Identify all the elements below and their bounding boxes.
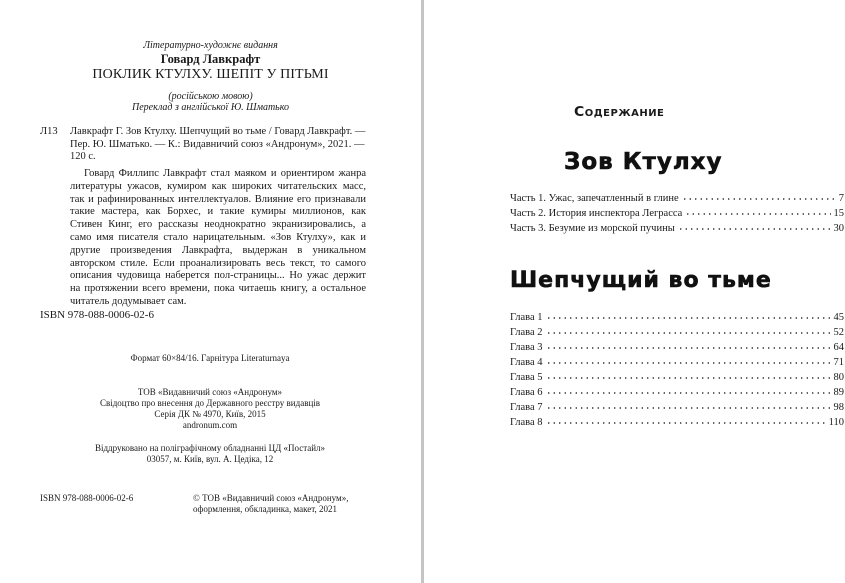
toc-entry-page: 110	[828, 417, 844, 428]
toc-entry-label: Глава 4	[510, 357, 543, 368]
udk-code: Л13	[40, 126, 58, 137]
publisher-info	[40, 387, 380, 431]
toc-entry[interactable]	[510, 399, 844, 414]
dot-leader	[546, 323, 831, 334]
toc-entry[interactable]	[510, 324, 844, 339]
translator-credit: Переклад з англійської Ю. Шматько	[131, 102, 290, 113]
book-annotation: Говард Филлипс Лавкрафт стал маяком и ориентиром жанра литературы ужасов, кумиром как широких читательских масс, так и рафинированных интеллектуалов. Влияние его признавали такие мастера, как Борхес, и такие кумиры миллионов, как Стивен Кинг, его рассказы неоднократно экранизировались, а само имя писателя стало нарицательным. «Зов Ктулху», как и другие произведения Лавкрафта, выдержан в уникальном авторском стиле. Если проанализировать весь текст, то самого описания чудовища наберется пол-страницы... Но ужас держит на протяжении всего времени, пока читаешь книгу, а остальное читатель додумывает сам.	[70, 168, 366, 307]
toc-entry-label: Глава 8	[510, 417, 543, 428]
printer-line: Віддруковано на поліграфічному обладнанні ЦД «Постайл»	[94, 443, 326, 453]
toc-entry-label: Глава 5	[510, 372, 543, 383]
toc-entry[interactable]	[510, 309, 844, 324]
toc-entry-page: 89	[833, 387, 844, 398]
toc-entry-page: 15	[833, 208, 844, 219]
isbn: ISBN 978-088-0006-02-6	[40, 309, 154, 321]
section-heading: Шепчущий во тьме	[510, 268, 772, 293]
section-heading: Зов Ктулху	[564, 149, 723, 175]
toc-entry-label: Часть 3. Безумие из морской пучины	[510, 223, 675, 234]
toc-entry[interactable]	[510, 369, 844, 384]
toc-entry-label: Часть 1. Ужас, запечатленный в глине	[510, 193, 679, 204]
toc-entry-label: Глава 2	[510, 327, 543, 338]
format-line: Формат 60×84/16. Гарнітура Literaturnaya	[130, 353, 290, 363]
toc-entry-label: Глава 1	[510, 312, 543, 323]
toc-entry[interactable]	[510, 220, 844, 235]
toc-entry-page: 80	[833, 372, 844, 383]
toc-entry-page: 71	[833, 357, 844, 368]
edition-type: Літературно-художнє видання	[143, 40, 278, 51]
toc-entry-label: Глава 3	[510, 342, 543, 353]
publisher-line: Серія ДК № 4970, Київ, 2015	[154, 409, 266, 419]
toc-entry-page: 64	[833, 342, 844, 353]
bibliographic-line: Лавкрафт Г. Зов Ктулху. Шепчущий во тьме / Говард Лавкрафт. —	[70, 126, 366, 137]
dot-leader	[546, 368, 831, 379]
dot-leader	[682, 189, 836, 200]
language-note: (російською мовою)	[168, 91, 253, 102]
toc-entry[interactable]	[510, 414, 844, 429]
bibliographic-record	[70, 126, 370, 164]
dot-leader	[546, 338, 831, 349]
bibliographic-line: 120 с.	[70, 151, 96, 162]
toc-entry-page: 30	[833, 223, 844, 234]
copyright-line: © ТОВ «Видавничий союз «Андронум»,	[193, 493, 349, 503]
imprint-page	[0, 0, 421, 583]
toc-entry-page: 52	[833, 327, 844, 338]
bibliographic-line: Пер. Ю. Шматько. — К.: Видавничий союз «Андронум», 2021. —	[70, 138, 365, 150]
toc-entry-page: 45	[833, 312, 844, 323]
book-title: ПОКЛИК КТУЛХУ. ШЕПІТ У ПІТЬМІ	[92, 67, 329, 82]
dot-leader	[546, 413, 826, 424]
dot-leader	[546, 308, 831, 319]
publisher-website: andronum.com	[182, 420, 238, 430]
toc-entry-page: 98	[833, 402, 844, 413]
dot-leader	[685, 204, 830, 215]
printer-info	[40, 443, 380, 465]
dot-leader	[678, 219, 831, 230]
toc-entry-label: Глава 7	[510, 402, 543, 413]
contents-page	[424, 0, 845, 583]
toc-list	[510, 190, 844, 235]
dot-leader	[546, 353, 831, 364]
toc-entry[interactable]	[510, 339, 844, 354]
toc-entry[interactable]	[510, 190, 844, 205]
dot-leader	[546, 383, 831, 394]
contents-heading: Содержание	[574, 104, 665, 120]
toc-entry-page: 7	[838, 193, 844, 204]
toc-entry-label: Часть 2. История инспектора Леграсса	[510, 208, 683, 219]
dot-leader	[546, 398, 831, 409]
printer-line: 03057, м. Київ, вул. А. Цедіка, 12	[146, 454, 274, 464]
author-name: Говард Лавкрафт	[160, 52, 261, 66]
toc-entry[interactable]	[510, 384, 844, 399]
toc-entry[interactable]	[510, 205, 844, 220]
toc-entry[interactable]	[510, 354, 844, 369]
toc-entry-label: Глава 6	[510, 387, 543, 398]
copyright-line: оформлення, обкладинка, макет, 2021	[193, 504, 338, 514]
toc-list	[510, 309, 844, 429]
copyright-notice	[193, 493, 348, 515]
isbn-bottom: ISBN 978-088-0006-02-6	[40, 493, 134, 503]
publisher-line: Свідоцтво про внесення до Державного реєстру видавців	[99, 398, 321, 408]
publisher-line: ТОВ «Видавничий союз «Андронум»	[137, 387, 283, 397]
